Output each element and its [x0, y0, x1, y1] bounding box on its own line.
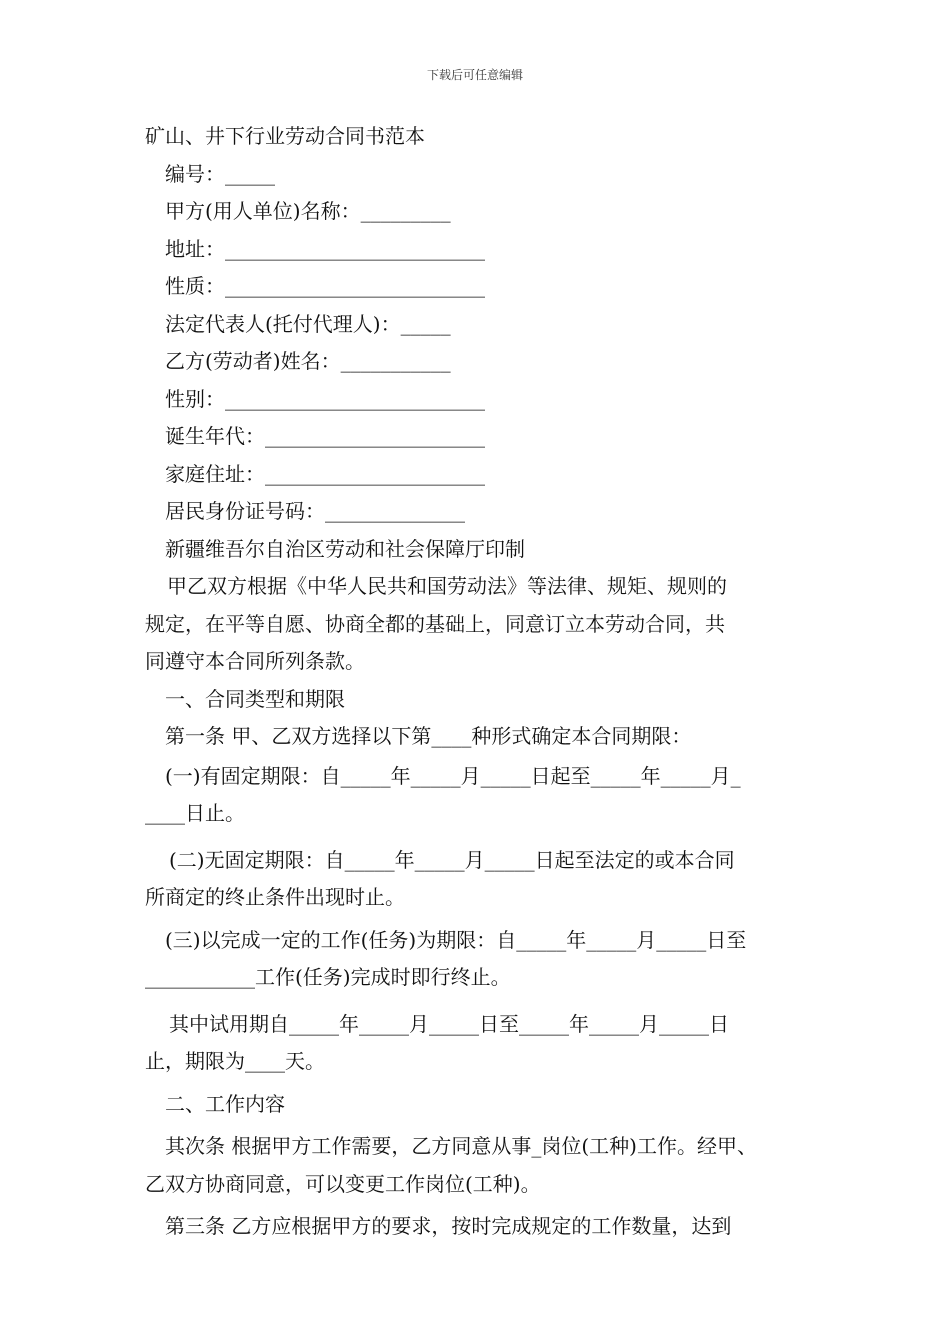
field-home-address: 家庭住址：______________________	[165, 461, 485, 486]
trial-period-line-1: 其中试用期自_____年_____月_____日至_____年_____月_____日	[169, 1011, 729, 1036]
article-2-line-2: 乙双方协商同意，可以变更工作岗位(工种)。	[145, 1171, 541, 1196]
field-address: 地址：__________________________	[165, 236, 485, 261]
article-3-line-1: 第三条 乙方应根据甲方的要求，按时完成规定的工作数量，达到	[165, 1214, 732, 1238]
field-employer-name: 甲方(用人单位)名称：_________	[165, 199, 451, 223]
intro-line-3: 同遵守本合同所列条款。	[145, 649, 365, 673]
page-header: 下载后可任意编辑	[426, 68, 523, 82]
option-3-line-1: (三)以完成一定的工作(任务)为期限：自_____年_____月_____日至	[165, 927, 747, 952]
field-id-number: 居民身份证号码：______________	[165, 499, 465, 523]
section-1-heading: 一、合同类型和期限	[165, 686, 345, 711]
field-birth-date: 诞生年代：______________________	[165, 424, 485, 448]
intro-line-2: 规定，在平等自愿、协商全都的基础上，同意订立本劳动合同，共	[145, 611, 725, 636]
field-number: 编号：_____	[165, 161, 275, 186]
printed-by: 新疆维吾尔自治区劳动和社会保障厅印制	[165, 536, 525, 561]
option-3-line-2: ___________工作(任务)完成时即行终止。	[145, 965, 511, 989]
article-1: 第一条 甲、乙双方选择以下第____种形式确定本合同期限：	[165, 724, 692, 748]
document-body	[145, 118, 810, 1246]
field-employee-name: 乙方(劳动者)姓名：___________	[165, 349, 451, 373]
document-title: 矿山、井下行业劳动合同书范本	[145, 124, 425, 148]
field-gender: 性别：__________________________	[165, 386, 485, 411]
intro-line-1: 甲乙双方根据《中华人民共和国劳动法》等法律、规矩、规则的	[167, 574, 727, 598]
option-1-line-1: (一)有固定期限：自_____年_____月_____日起至_____年_____月_	[165, 763, 741, 788]
trial-period-line-2: 止，期限为____天。	[145, 1049, 325, 1073]
section-2-heading: 二、工作内容	[165, 1091, 285, 1116]
article-2-line-1: 其次条 根据甲方工作需要，乙方同意从事_岗位(工种)工作。经甲、	[165, 1134, 757, 1158]
field-nature: 性质：__________________________	[165, 274, 485, 298]
option-1-line-2: ____日止。	[145, 801, 245, 825]
field-legal-representative: 法定代表人(托付代理人)：_____	[165, 311, 451, 336]
option-2-line-2: 所商定的终止条件出现时止。	[145, 885, 405, 909]
option-2-line-1: (二)无固定期限：自_____年_____月_____日起至法定的或本合同	[169, 847, 735, 872]
